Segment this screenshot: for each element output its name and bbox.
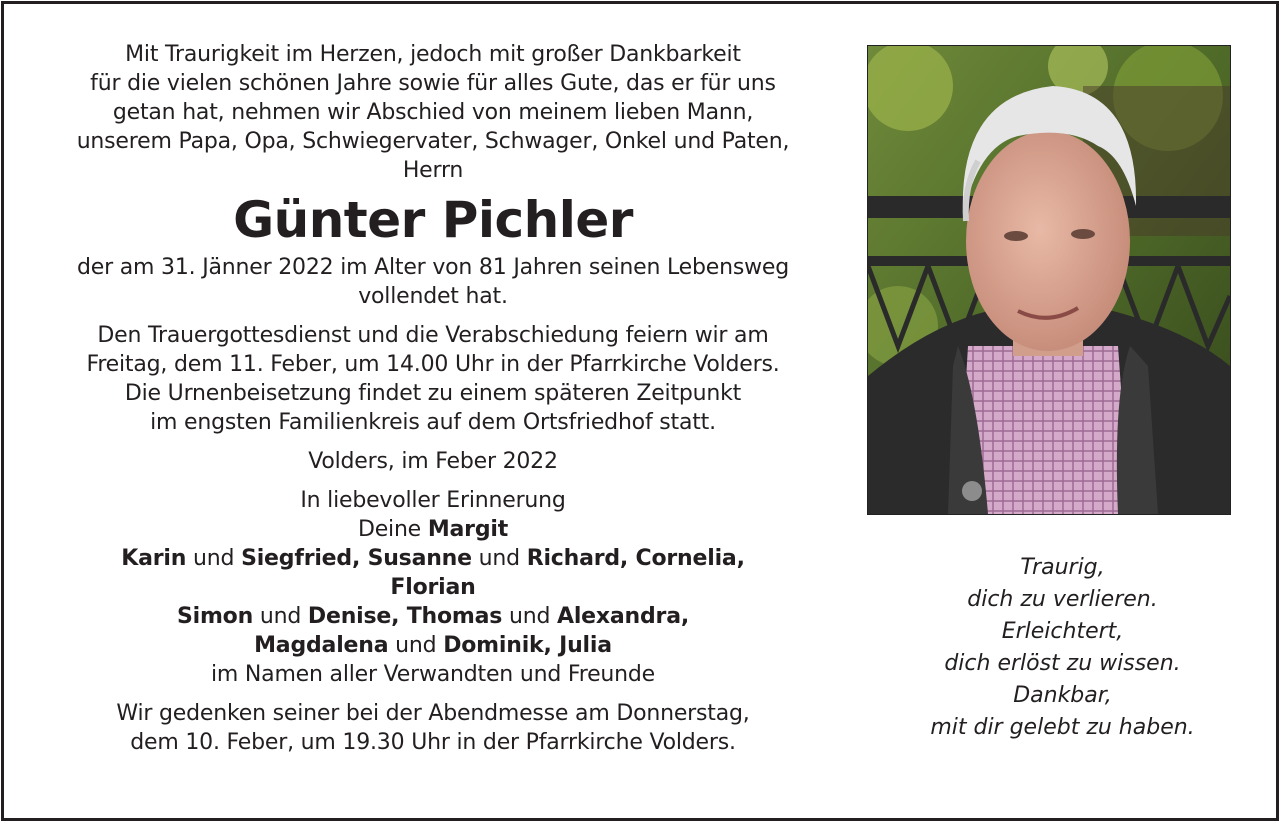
service-line: Den Trauergottesdienst und die Verabschiedung feiern wir am bbox=[97, 323, 769, 348]
poem-line: dich erlöst zu wissen. bbox=[944, 651, 1181, 676]
poem-line: Erleichtert, bbox=[1001, 619, 1124, 644]
service-line: im engsten Familienkreis auf dem Ortsfriedhof statt. bbox=[150, 410, 716, 435]
remembrance-line: Wir gedenken seiner bei der Abendmesse am Donnerstag, bbox=[116, 701, 750, 726]
intro-line: unserem Papa, Opa, Schwiegervater, Schwager, Onkel und Paten, bbox=[76, 129, 790, 154]
intro-line: Mit Traurigkeit im Herzen, jedoch mit großer Dankbarkeit bbox=[125, 42, 741, 67]
deceased-name: Günter Pichler bbox=[233, 191, 633, 249]
poem-line: Traurig, bbox=[1020, 555, 1105, 580]
family-line-1: Deine Margit bbox=[357, 517, 509, 542]
poem-line: Dankbar, bbox=[1013, 683, 1112, 708]
family-line-3: Florian bbox=[390, 575, 476, 600]
family-line-5: Magdalena und Dominik, Julia bbox=[254, 633, 612, 658]
portrait-photo bbox=[867, 45, 1231, 515]
service-line: Die Urnenbeisetzung findet zu einem späteren Zeitpunkt bbox=[124, 381, 742, 406]
intro-line-herrn: Herrn bbox=[402, 158, 464, 183]
death-line: der am 31. Jänner 2022 im Alter von 81 Jahren seinen Lebensweg bbox=[76, 255, 789, 280]
remembrance-line: dem 10. Feber, um 19.30 Uhr in der Pfarrkirche Volders. bbox=[130, 730, 736, 755]
service-line: Freitag, dem 11. Feber, um 14.00 Uhr in der Pfarrkirche Volders. bbox=[86, 352, 780, 377]
family-opening: In liebevoller Erinnerung bbox=[300, 488, 566, 513]
intro-line: für die vielen schönen Jahre sowie für alles Gute, das er für uns bbox=[90, 71, 776, 96]
poem bbox=[880, 552, 1245, 744]
family-line-2: Karin und Siegfried, Susanne und Richard, Cornelia, bbox=[121, 546, 745, 571]
death-line: vollendet hat. bbox=[358, 284, 508, 309]
family-closing: im Namen aller Verwandten und Freunde bbox=[210, 662, 656, 687]
intro-line: getan hat, nehmen wir Abschied von meinem lieben Mann, bbox=[112, 100, 754, 125]
place-date: Volders, im Feber 2022 bbox=[308, 449, 558, 474]
obituary-text-column bbox=[48, 40, 818, 757]
poem-line: dich zu verlieren. bbox=[967, 587, 1158, 612]
poem-line: mit dir gelebt zu haben. bbox=[930, 715, 1195, 740]
family-line-4: Simon und Denise, Thomas und Alexandra, bbox=[176, 604, 690, 629]
